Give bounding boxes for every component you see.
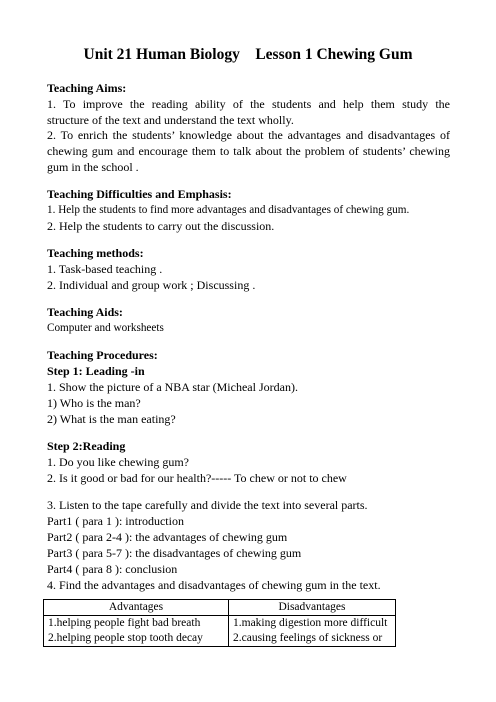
- aims-item-1-line-2: structure of the text and understand the text wholly.: [47, 113, 294, 127]
- table-header-row: [44, 600, 396, 616]
- step2-part-2: Part2 ( para 2-4 ): the advantages of chewing gum: [47, 530, 288, 544]
- advantages-table: [43, 599, 396, 647]
- step1-line-1: 1. Show the picture of a NBA star (Micheal Jordan).: [47, 380, 298, 394]
- table-cell: 1.making digestion more difficult: [229, 616, 396, 632]
- methods-heading: Teaching methods:: [47, 246, 144, 260]
- step2-line-1: 1. Do you like chewing gum?: [47, 455, 189, 469]
- step2-part-4: Part4 ( para 8 ): conclusion: [47, 562, 178, 576]
- methods-item-2: 2. Individual and group work ; Discussing .: [47, 278, 256, 292]
- aids-text: Computer and worksheets: [47, 322, 164, 334]
- table-row: [44, 616, 396, 632]
- table-header-advantages: Advantages: [44, 600, 229, 616]
- step2-part-3: Part3 ( para 5-7 ): the disadvantages of chewing gum: [47, 546, 302, 560]
- aims-item-1-line-1: 1. To improve the reading ability of the students and help them study the: [47, 97, 450, 111]
- procedures-heading: Teaching Procedures:: [47, 348, 158, 362]
- difficulties-item-1: 1. Help the students to find more advantages and disadvantages of chewing gum.: [47, 204, 410, 216]
- step1-heading: Step 1: Leading -in: [47, 364, 145, 378]
- step2-heading: Step 2:Reading: [47, 439, 126, 453]
- table-cell: 2.helping people stop tooth decay: [44, 631, 229, 647]
- step2-part-1: Part1 ( para 1 ): introduction: [47, 514, 184, 528]
- step2-line-2: 2. Is it good or bad for our health?----- To chew or not to chew: [47, 471, 347, 485]
- aims-item-2-line-1: 2. To enrich the students’ knowledge about the advantages and disadvantages of: [47, 128, 450, 142]
- aims-heading: Teaching Aims:: [47, 81, 127, 95]
- step1-line-2: 1) Who is the man?: [47, 396, 141, 410]
- methods-item-1: 1. Task-based teaching .: [47, 262, 163, 276]
- aims-item-2-line-3: gum in the school .: [47, 160, 139, 174]
- table-cell: 2.causing feelings of sickness or: [229, 631, 396, 647]
- table-header-disadvantages: Disadvantages: [229, 600, 396, 616]
- aims-item-2-line-2: chewing gum and encourage them to talk about the problem of students’ chewing: [47, 144, 450, 158]
- difficulties-heading: Teaching Difficulties and Emphasis:: [47, 187, 232, 201]
- aids-heading: Teaching Aids:: [47, 305, 123, 319]
- table-cell: 1.helping people fight bad breath: [44, 616, 229, 632]
- step2-line-4: 4. Find the advantages and disadvantages of chewing gum in the text.: [47, 578, 381, 592]
- table-row: [44, 631, 396, 647]
- step2-line-3: 3. Listen to the tape carefully and divide the text into several parts.: [47, 498, 368, 512]
- step1-line-3: 2) What is the man eating?: [47, 412, 176, 426]
- difficulties-item-2: 2. Help the students to carry out the discussion.: [47, 219, 275, 233]
- page-title: Unit 21 Human Biology Lesson 1 Chewing Gum: [83, 46, 413, 63]
